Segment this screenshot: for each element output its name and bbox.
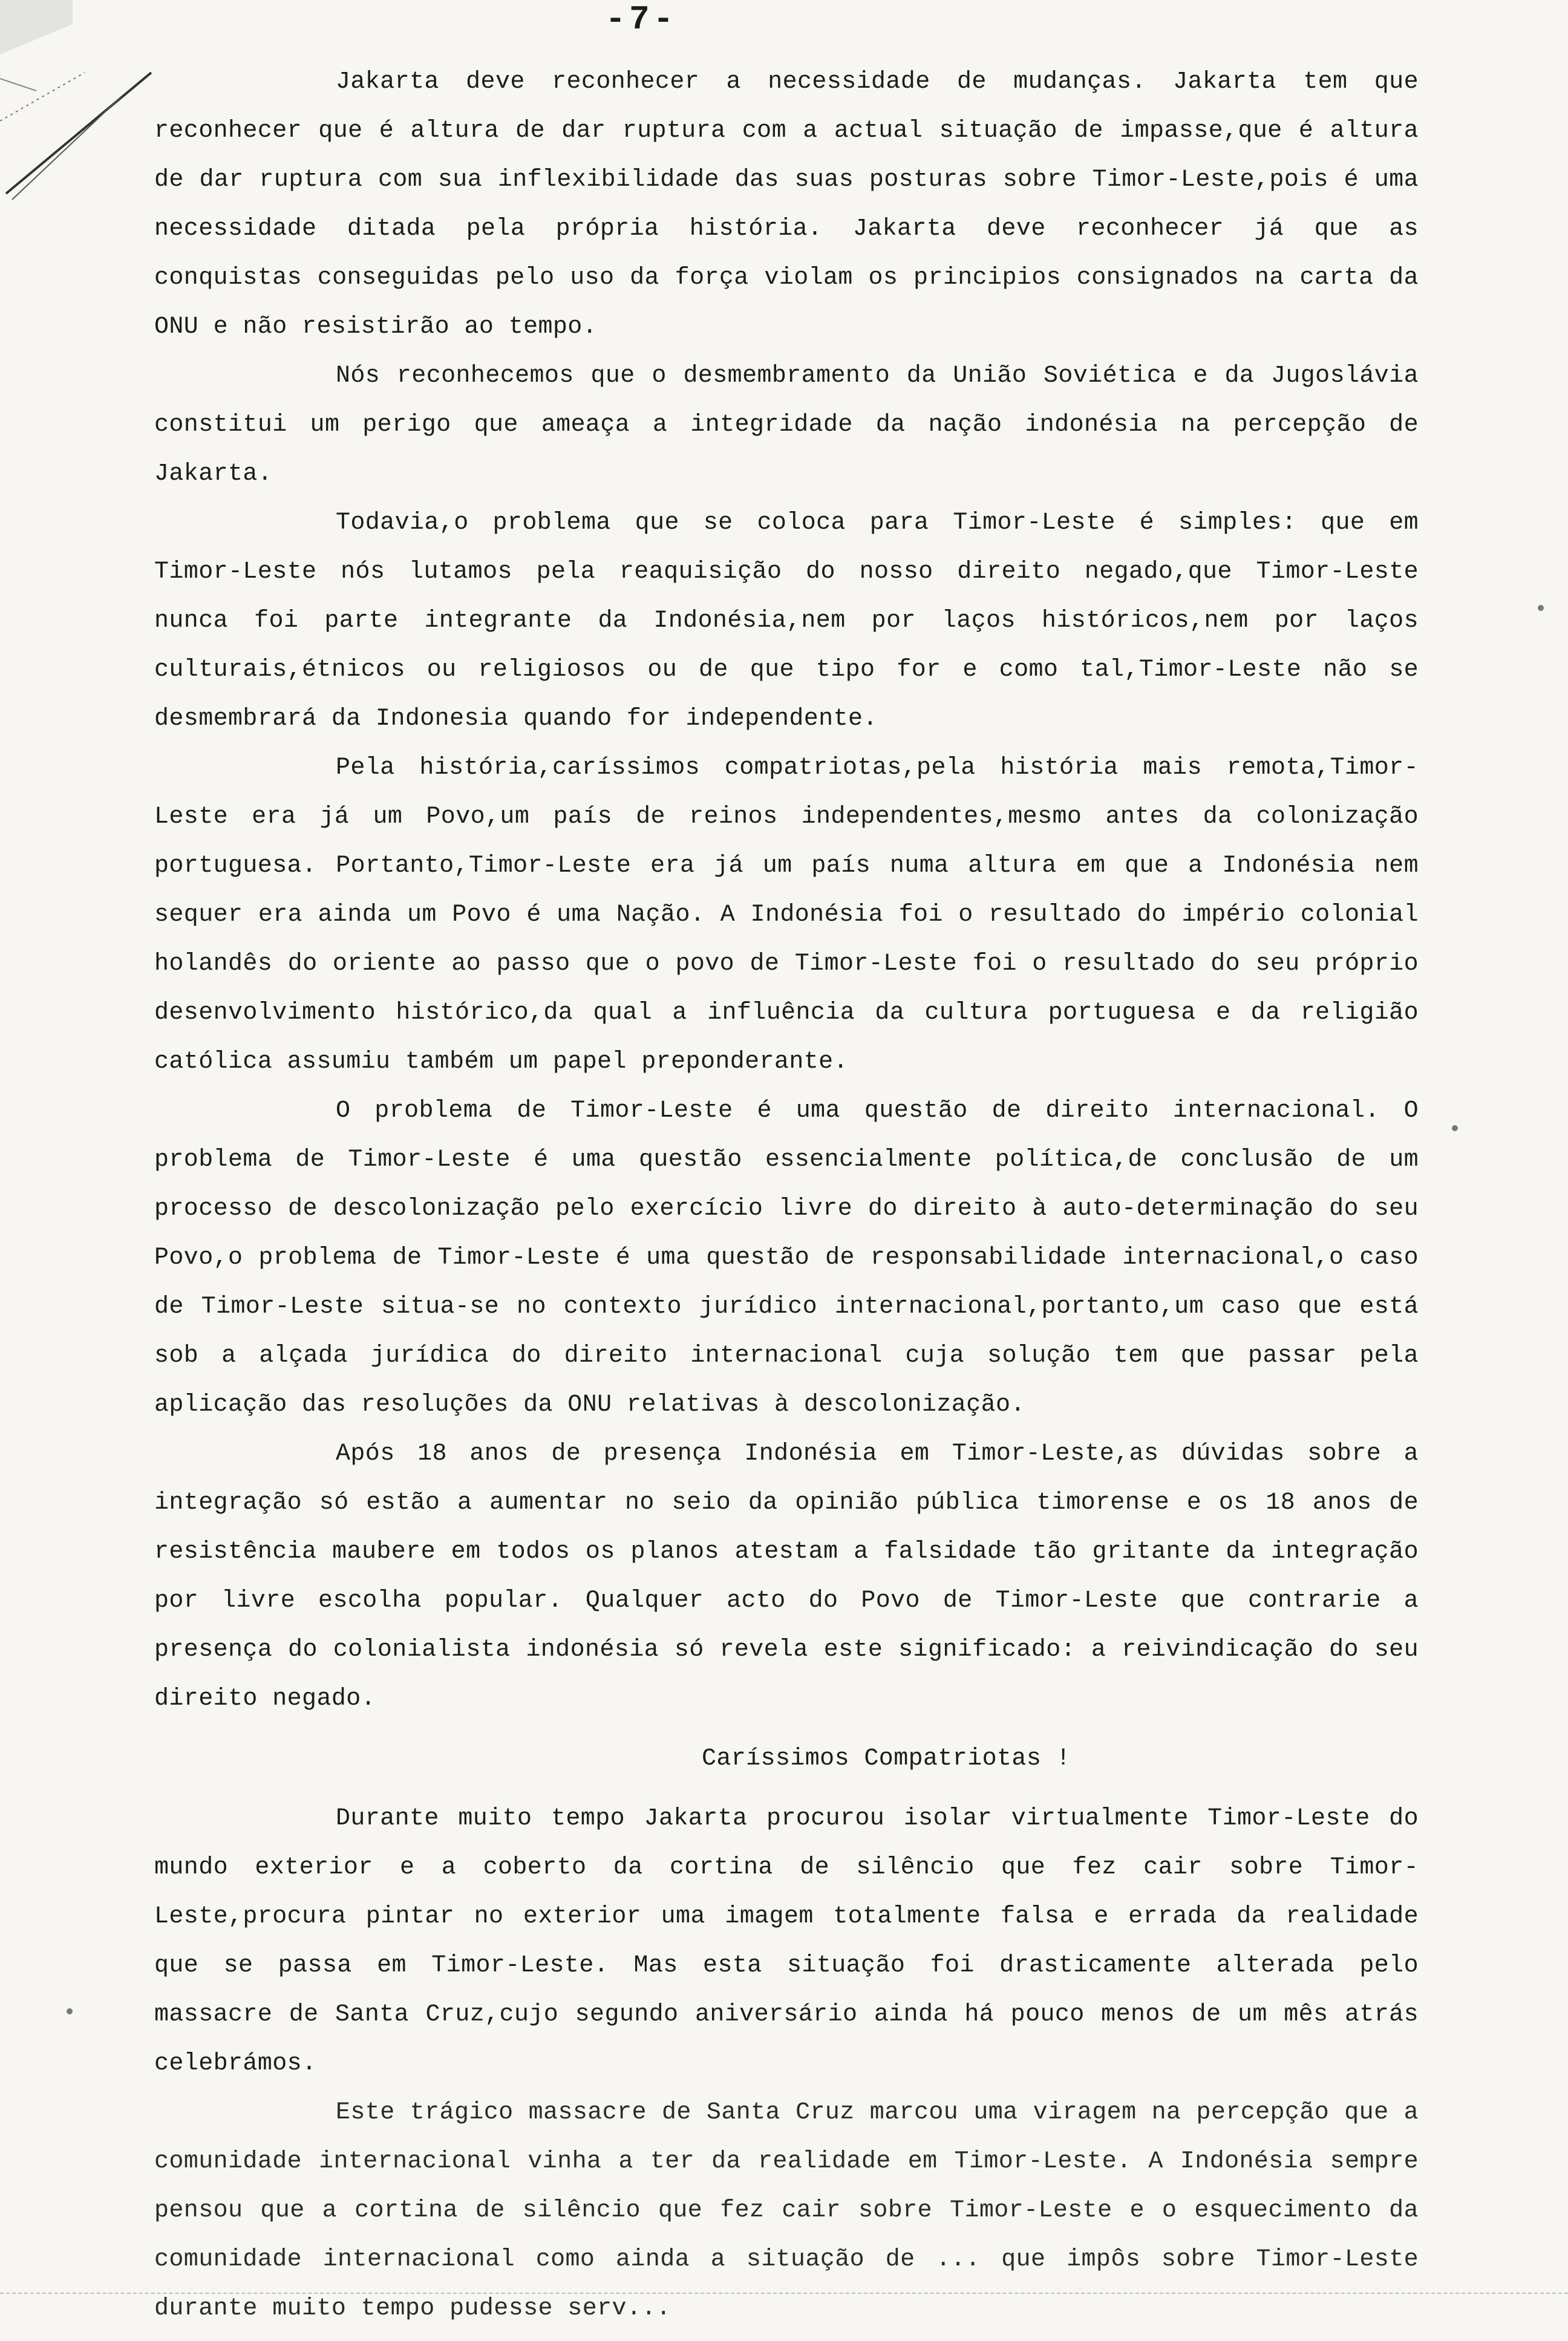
paragraph: Jakarta deve reconhecer a necessidade de mudanças. Jakarta tem que reconhecer que é altura de dar ruptura com a actual situação de impasse,que é altura de dar ruptura com sua inflexibilidade das suas posturas sobre Timor-Leste,pois é uma necessidade ditada pela própria história. Jakarta deve reconhecer já que as conquistas conseguidas pelo uso da força violam os principios consignados na carta da ONU e não resistirão ao tempo.	[154, 68, 1419, 341]
page-number: -7-	[605, 0, 678, 39]
scan-speck	[1538, 605, 1544, 611]
paragraph: Durante muito tempo Jakarta procurou isolar virtualmente Timor-Leste do mundo exterior e a coberto da cortina de silêncio que fez cair sobre Timor-Leste,procura pintar no exterior uma imagem totalmente falsa e errada da realidade que se passa em Timor-Leste. Mas esta situação foi drasticamente alterada pelo massacre de Santa Cruz,cujo segundo aniversário ainda há pouco menos de um mês atrás celebrámos.	[154, 1805, 1419, 2077]
scan-bottom-edge	[0, 2293, 1568, 2297]
scan-speck	[1452, 1125, 1458, 1131]
scan-speck	[67, 2008, 73, 2014]
paragraph: Após 18 anos de presença Indonésia em Timor-Leste,as dúvidas sobre a integração só estão a aumentar no seio da opinião pública timorense e os 18 anos de resistência maubere em todos os planos atestam a falsidade tão gritante da integração por livre escolha popular. Qualquer acto do Povo de Timor-Leste que contrarie a presença do colonialista indonésia só revela este significado: a reivindicação do seu direito negado.	[154, 1440, 1419, 1712]
document-body	[154, 57, 1419, 2333]
paragraph: Este trágico massacre de Santa Cruz marcou uma viragem na percepção que a comunidade internacional vinha a ter da realidade em Timor-Leste. A Indonésia sempre pensou que a cortina de silêncio que fez cair sobre Timor-Leste e o esquecimento da comunidade internacional como ainda a situação de ... que impôs sobre Timor-Leste durante muito tempo pudesse serv...	[154, 2099, 1419, 2322]
section-heading: Caríssimos Compatriotas !	[701, 1745, 1071, 1772]
paragraph: Nós reconhecemos que o desmembramento da União Soviética e da Jugoslávia constitui um perigo que ameaça a integridade da nação indonésia na percepção de Jakarta.	[154, 362, 1419, 488]
paragraph: Todavia,o problema que se coloca para Timor-Leste é simples: que em Timor-Leste nós lutamos pela reaquisição do nosso direito negado,que Timor-Leste nunca foi parte integrante da Indonésia,nem por laços históricos,nem por laços culturais,étnicos ou religiosos ou de que tipo for e como tal,Timor-Leste não se desmembrará da Indonesia quando for independente.	[154, 509, 1419, 733]
paragraph: Pela história,caríssimos compatriotas,pela história mais remota,Timor-Leste era já um Povo,um país de reinos independentes,mesmo antes da colonização portuguesa. Portanto,Timor-Leste era já um país numa altura em que a Indonésia nem sequer era ainda um Povo é uma Nação. A Indonésia foi o resultado do império colonial holandês do oriente ao passo que o povo de Timor-Leste foi o resultado do seu próprio desenvolvimento histórico,da qual a influência da cultura portuguesa e da religião católica assumiu também um papel preponderante.	[154, 754, 1419, 1076]
paragraph: O problema de Timor-Leste é uma questão de direito internacional. O problema de Timor-Leste é uma questão essencialmente política,de conclusão de um processo de descolonização pelo exercício livre do direito à auto-determinação do seu Povo,o problema de Timor-Leste é uma questão de responsabilidade internacional,o caso de Timor-Leste situa-se no contexto jurídico internacional,portanto,um caso que está sob a alçada jurídica do direito internacional cuja solução tem que passar pela aplicação das resoluções da ONU relativas à descolonização.	[154, 1097, 1419, 1419]
scan-corner-artifact	[0, 0, 157, 230]
